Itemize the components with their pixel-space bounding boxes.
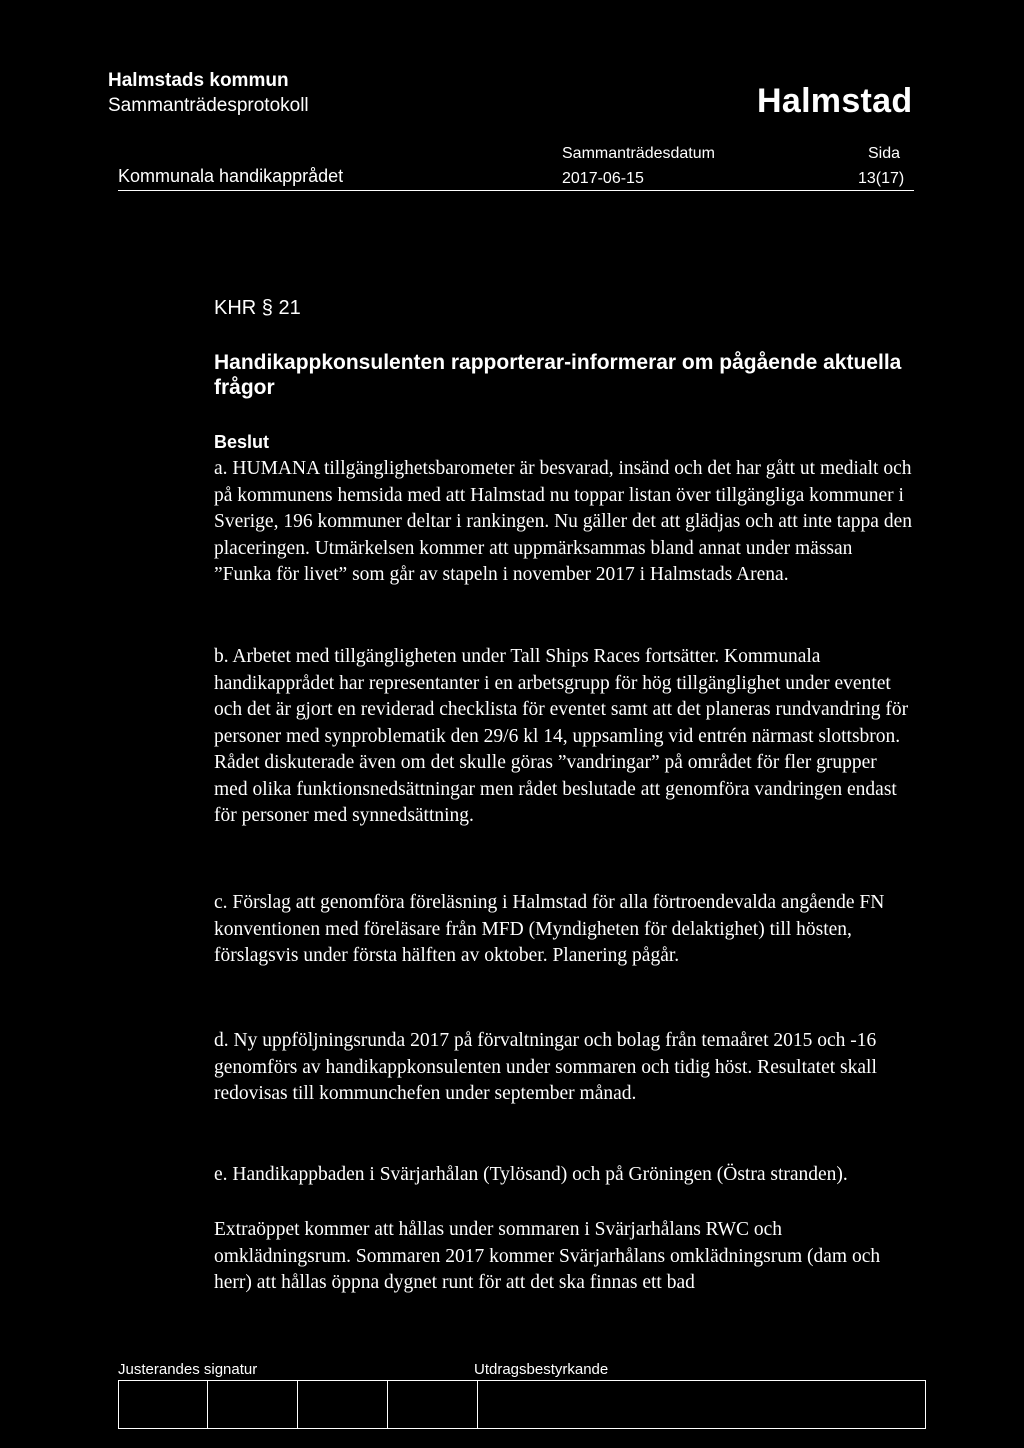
document-type: Sammanträdesprotokoll [108,95,309,116]
organization-name: Halmstads kommun [108,70,289,91]
section-title: Handikappkonsulenten rapporterar-informerar om pågående aktuella frågor [214,351,902,399]
signature-cell[interactable] [208,1381,298,1428]
certification-cell[interactable] [478,1381,925,1428]
item-b: b. Arbetet med tillgängligheten under Tall Ships Races fortsätter. Kommunala handikapprådet har representanter i en arbetsgrupp för hög tillgänglighet under eventet och det är gjort en reviderad checklista för eventet samt att det planeras rundvandring för personer med synproblematik den 29/6 kl 14, uppsamling vid entrén närmast slottsbron. Rådet diskuterade även om det skulle göras ”vandringar” på området för fler grupper med olika funktionsnedsättningar men rådet beslutade att genomföra vandringen endast för personer med synnedsättning. [214,646,909,826]
item-c: c. Förslag att genomföra föreläsning i Halmstad för alla förtroendevalda angående FN konventionen med föreläsare från MFD (Myndigheten för delaktighet) till hösten, förslagsvis under första hälften av oktober. Planering pågår. [214,892,885,966]
signature-table [118,1380,926,1429]
meeting-date: 2017-06-15 [562,170,644,187]
halmstad-logo: Halmstad [757,82,913,120]
meeting-date-label: Sammanträdesdatum [562,145,715,162]
item-e: e. Handikappbaden i Svärjarhålan (Tylösand) och på Gröningen (Östra stranden). [214,1164,848,1185]
signature-cell[interactable] [119,1381,208,1428]
decision-heading: Beslut [214,432,270,452]
signature-cell[interactable] [298,1381,388,1428]
page-number: 13(17) [858,170,905,187]
page-label: Sida [868,145,901,162]
signature-label: Justerandes signatur [118,1361,258,1378]
item-e-continued: Extraöppet kommer att hållas under sommaren i Svärjarhålans RWC och omklädningsrum. Sommaren 2017 kommer Svärjarhålans omklädningsrum (dam och herr) att hållas öppna dygnet runt för att det ska finnas ett bad [214,1219,881,1293]
certification-label: Utdragsbestyrkande [474,1361,609,1378]
header-divider [118,190,914,191]
paragraph-number: KHR § 21 [214,297,301,319]
item-a: a. HUMANA tillgänglighetsbarometer är besvarad, insänd och det har gått ut medialt och på kommunens hemsida med att Halmstad nu toppar listan över tillgängliga kommuner i Sverige, 196 kommuner deltar i rankingen. Nu gäller det att glädjas och att inte tappa den placeringen. Utmärkelsen kommer att uppmärksammas bland annat under mässan ”Funka för livet” som går av stapeln i november 2017 i Halmstads Arena. [214,458,912,585]
council-name: Kommunala handikapprådet [118,166,344,186]
signature-cell[interactable] [388,1381,478,1428]
item-d: d. Ny uppföljningsrunda 2017 på förvaltningar och bolag från temaåret 2015 och -16 genomförs av handikappkonsulenten under sommaren och tidig höst. Resultatet skall redovisas till kommunchefen under september månad. [214,1030,877,1104]
